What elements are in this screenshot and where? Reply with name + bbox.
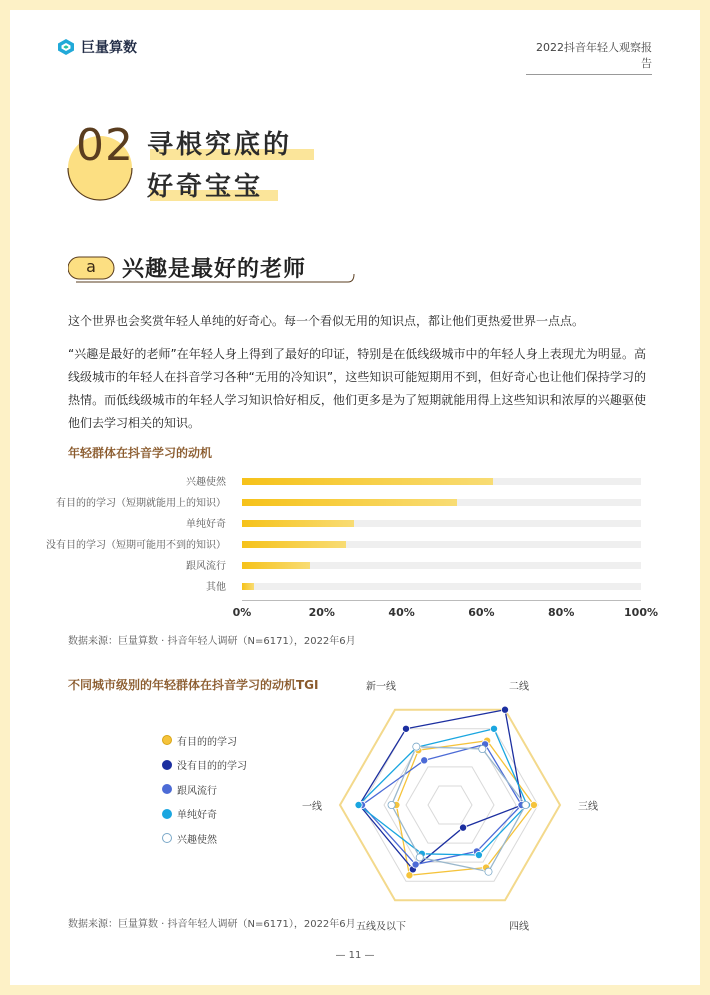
bar-track: [242, 520, 641, 527]
radar-axis-label: 新一线: [366, 681, 396, 693]
paragraph-1: 这个世界也会奖赏年轻人单纯的好奇心。每一个看似无用的知识点，都让他们更热爱世界一点点。: [68, 314, 585, 328]
radar-axis-label: 二线: [509, 681, 529, 693]
report-page: [10, 10, 700, 985]
radar-point: [490, 725, 497, 732]
bar: [242, 499, 457, 506]
paragraph-2: “兴趣是最好的老师”在年轻人身上得到了最好的印证，特别是在低线级城市中的年轻人身上表现尤为明显。高线级城市的年轻人在抖音学习各种“无用的冷知识”，这些知识可能短期用不到，但好奇心也让他们保持学习的热情。而低线级城市的年轻人学习知识恰好相反，他们更多是为了短期就能用得上这些知识和浓厚的兴趣驱使他们去学习相关的知识。: [68, 347, 646, 430]
bar-tick-label: 20%: [308, 606, 335, 619]
radar-chart: [290, 670, 630, 920]
radar-point: [530, 801, 537, 808]
radar-legend: [162, 728, 247, 851]
subsection-badge-letter: a: [86, 257, 96, 276]
bar-label: 兴趣使然: [186, 477, 226, 488]
legend-dot-icon: [162, 735, 172, 745]
brand-logo: [57, 37, 137, 57]
bar-chart-source: 数据来源：巨量算数 · 抖音年轻人调研（N=6171），2022年6月: [68, 636, 356, 647]
bar-label: 有目的的学习（短期就能用上的知识）: [56, 498, 226, 509]
radar-grid-ring: [428, 786, 472, 824]
radar-point: [522, 801, 529, 808]
bar-label: 没有目的学习（短期可能用不到的知识）: [46, 540, 226, 551]
radar-grid-ring: [406, 767, 494, 843]
bar-tick-label: 80%: [548, 606, 575, 619]
report-title: 2022抖音年轻人观察报告: [526, 39, 652, 75]
bar-tick-label: 60%: [468, 606, 495, 619]
legend-label: 没有目的的学习: [177, 761, 247, 773]
bar-tick-label: 40%: [388, 606, 415, 619]
bar-track: [242, 562, 641, 569]
radar-chart-title: 不同城市级别的年轻群体在抖音学习的动机TGI: [68, 678, 319, 692]
bar: [242, 583, 254, 590]
page-number: — 11 —: [335, 950, 375, 961]
bar: [242, 478, 493, 485]
bar-label: 单纯好奇: [186, 519, 226, 530]
radar-axis-label: 四线: [509, 921, 529, 932]
bar-tick-label: 100%: [624, 606, 658, 619]
bar-track: [242, 583, 641, 590]
legend-item: [162, 777, 247, 802]
bar: [242, 541, 346, 548]
brand-name: 巨量算数: [81, 40, 137, 56]
bar: [242, 520, 354, 527]
bar-track: [242, 499, 641, 506]
legend-label: 有目的的学习: [177, 736, 237, 748]
legend-item: [162, 753, 247, 778]
legend-item: [162, 802, 247, 827]
subsection-title: 兴趣是最好的老师: [122, 257, 307, 282]
radar-point: [355, 801, 362, 808]
legend-label: 兴趣使然: [177, 834, 217, 846]
radar-point: [388, 801, 395, 808]
bar-track: [242, 541, 641, 548]
radar-chart-source: 数据来源：巨量算数 · 抖音年轻人调研（N=6171），2022年6月: [68, 919, 356, 930]
legend-label: 跟风流行: [177, 785, 217, 797]
radar-point: [402, 725, 409, 732]
bar-label: 跟风流行: [186, 561, 226, 572]
legend-dot-icon: [162, 809, 172, 819]
section-number: 02: [76, 120, 134, 171]
legend-dot-icon: [162, 833, 172, 843]
radar-point: [459, 824, 466, 831]
section-title-line2: 好奇宝宝: [147, 172, 264, 202]
section-title-line1: 寻根究底的: [147, 130, 293, 160]
bar-label: 其他: [206, 582, 226, 593]
bar-tick-label: 0%: [232, 606, 252, 619]
radar-point: [412, 861, 419, 868]
radar-point: [475, 851, 482, 858]
legend-dot-icon: [162, 760, 172, 770]
legend-item: [162, 728, 247, 753]
radar-point: [501, 706, 508, 713]
radar-point: [421, 757, 428, 764]
legend-label: 单纯好奇: [177, 810, 217, 822]
radar-axis-label: 五线及以下: [356, 921, 406, 932]
radar-point: [479, 745, 486, 752]
legend-item: [162, 826, 247, 851]
bar-track: [242, 478, 641, 485]
bar: [242, 562, 310, 569]
radar-point: [413, 743, 420, 750]
bar-chart-axis: [242, 600, 641, 601]
radar-axis-label: 一线: [302, 801, 322, 813]
bar-chart-title: 年轻群体在抖音学习的动机: [68, 446, 213, 460]
legend-dot-icon: [162, 784, 172, 794]
radar-point: [416, 854, 423, 861]
radar-axis-label: 三线: [578, 801, 598, 813]
brand-logo-icon: [57, 38, 75, 56]
radar-point: [485, 868, 492, 875]
